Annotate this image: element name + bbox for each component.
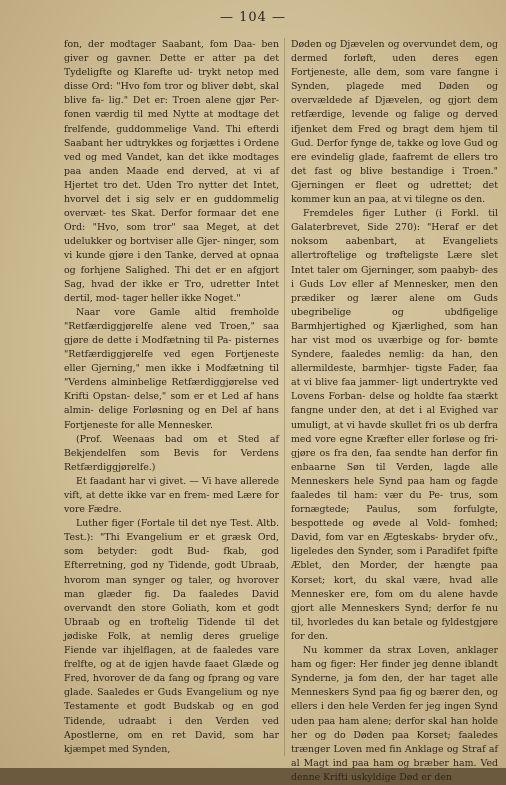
paragraph: Døden og Djævelen og overvundet dem, og dermed forløft, uden deres egen Fortjeneste, alle dem, som vare fangne i Synden, plagede med Døden og overvældede af Djævelen, og gjort dem retfærdige, levende og falige og derved ifjenket dem Fred og bragt dem hjem til Gud. Derfor fynge de, takke og love Gud og ere evindelig glade, faafremt de ellers tro det fast og blive bestandige i Troen." Gjerningen er fleet og udrettet; det kommer kun an paa, at vi tilegne os den. [291, 39, 498, 206]
paragraph: (Prof. Weenaas bad om et Sted af Bekjendelfen som Bevis for Verdens Retfærdiggjørelfe.) [64, 433, 279, 473]
page-number: — 104 — [219, 10, 287, 25]
paragraph: Fremdeles figer Luther (i Forkl. til Galaterbrevet, Side 270): "Heraf er det noksom aabenbart, at Evangeliets allertroftelige og trøfteligste Lære slet Intet taler om Gjerninger, som paabyb- des i Guds Lov eller af Mennesker, men den prædiker og lærer alene om Guds ubegribelige og ubdfigelige Barmhjertighed og Kjærlighed, som han har vist mod os uværbige og for- bømte Syndere, faaledes nemlig: da han, den allermildeste, barmhjer- tigste Fader, faa at vi blive faa jammer- ligt undertrykte ved Lovens Forban- delse og holdte faa stærkt fangne under den, at det i al Evighed var umuligt, at vi havde skullet fri os ub derfra med vore egne Kræfter eller forløse og fri- gjøre os fra den, faa sendte han derfor fin enbaarne Søn til Verden, lagde alle Menneskers hele Synd paa ham og fagde faaledes til ham: vær du Pe- trus, som fornægtede; Paulus, som forfulgte, bespottede og øvede al Vold- fomhed; David, fom var en Ægteskabs- bryder ofv., ligeledes den Synder, som i Paradifet fpifte Æblet, den Morder, der hængte paa Korset; kort, du skal være, hvad alle Mennesker ere, fom om du alene havde gjort alle Menneskers Synd; derfor fe nu til, hvorledes du kan betale og fyldestgjøre for den. [291, 208, 498, 642]
paragraph: Nu kommer da strax Loven, anklager ham og figer: Her finder jeg denne iblandt Synderne, ja fom den, der har taget alle Menneskers Synd paa fig og bærer den, og ellers i den hele Verden fer jeg ingen Synd uden paa ham alene; derfor skal han holde her og do Døden paa Korset; faaledes trænger Loven med fin Anklage og Straf af al Magt ind paa ham og bræber ham. Ved denne Krifti uskyldige Død er den [291, 645, 498, 783]
paragraph: Et faadant har vi givet. — Vi have allerede vift, at dette ikke var en frem- med Lære for vore Fædre. [64, 475, 279, 516]
paragraph: fon, der modtager Saabant, fom Daa- ben giver og gavner. Dette er atter pa det Tydeligfte og Klarefte ud- trykt netop med disse Ord: "Hvo fom tror og bliver døbt, skal blive fa- lig." Det er: Troen alene gjør Per- fonen værdig til med Nytte at modtage det frelfende, guddommelige Vand. Thi efterdi Saabant her udtrykkes og forjættes i Ordene ved og med Vandet, kan det ikke modtages paa anden Maade end derved, at vi af Hjertet tro det. Uden Tro nytter det Intet, hvorvel det i sig selv er en guddommelig overvæt- tes Skat. Derfor formaar det ene Ord: "Hvo, som tror" saa Meget, at det udelukker og bortviser alle Gjer- ninger, som vi kunde gjøre i den Tanke, derved at opnaa og forhjene Salighed. Thi det er en afgjort Sag, hvad der ikke er Tro, udretter Intet dertil, mod- tager heller ikke Noget." [64, 39, 279, 304]
paragraph: Naar vore Gamle altid fremholde "Retfærdiggjørelfe alene ved Troen," saa gjøre de dette i Modfætning til Pa- pisternes "Retfærdiggjørelfe ved egen Fortjeneste eller Gjerning," men ikke i Modfætning til "Verdens alminbelige Retfærdiggjørelse ved Krifti Opstan- delse," som er et Led af hans almin- delige Forløsning og en Del af hans Fortjeneste for alle Mennesker. [64, 306, 279, 431]
right-column [291, 38, 498, 785]
column-divider [284, 38, 285, 756]
paragraph: Luther figer (Fortale til det nye Test. Altb. Test.): "Thi Evangelium er et græsk Ord, som betyder: godt Bud- fkab, god Efterretning, god ny Tidende, godt Ubraab, hvorom man synger og taler, og hvorover man glæder fig. Da faaledes David overvandt den store Goliath, kom et godt Ubraab og en troftelig Tidende til det jødiske Folk, at nemlig deres gruelige Fiende var ihjelflagen, at de faaledes vare frelfte, og at de igjen havde faaet Glæde og Fred, hvorover de da fang og fprang og vare glade. Saaledes er Guds Evangelium og nye Testamente et godt Budskab og en god Tidende, udraabt i den Verden ved Apostlerne, om en ret David, som har kjæmpet med Synden, [64, 518, 279, 755]
left-column [64, 38, 279, 757]
